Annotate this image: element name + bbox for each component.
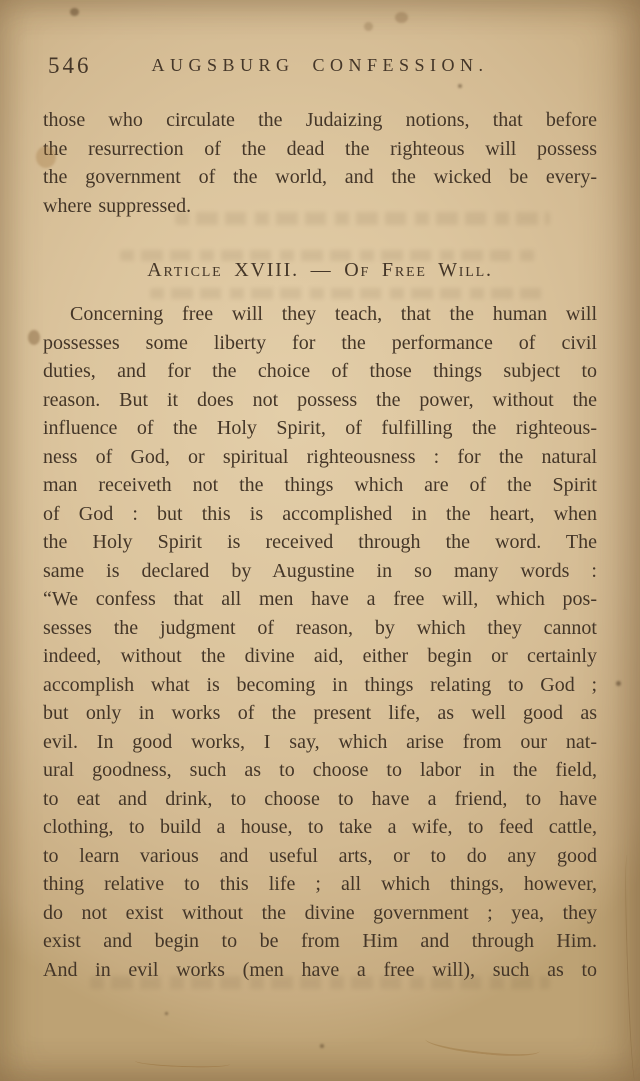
text-line: influence of the Holy Spirit, of fulfilling the righteous- (43, 417, 597, 439)
paper-scratch (623, 855, 639, 1081)
text-line: the resurrection of the dead the righteous will possess (43, 137, 597, 160)
text-line: to eat and drink, to choose to have a friend, to have (43, 787, 597, 810)
text-line: same is declared by Augustine in so many words : (43, 559, 597, 582)
opening-paragraph (43, 106, 597, 220)
text-line: duties, and for the choice of those things subject to (43, 360, 597, 382)
text-line: possesses some liberty for the performance of civil (43, 331, 597, 354)
paper-scratch (135, 1056, 230, 1068)
paper-stain (165, 1012, 168, 1015)
running-header (43, 52, 597, 82)
text-line: clothing, to build a house, to take a wife, to feed cattle, (43, 816, 597, 838)
ink-showthrough (150, 288, 550, 299)
text-line: of God : but this is accomplished in the heart, when (43, 502, 597, 525)
text-line: ural goodness, such as to choose to labor in the field, (43, 759, 597, 781)
article-heading: Article XVIII. — Of Free Will. (147, 259, 493, 281)
text-line: the government of the world, and the wicked be every- (43, 166, 597, 188)
text-line: reason. But it does not possess the power, without the (43, 388, 597, 411)
paper-stain (395, 12, 408, 23)
text-line: accomplish what is becoming in things relating to God ; (43, 673, 597, 696)
paper-stain (364, 22, 373, 31)
page-number: 546 (48, 53, 92, 78)
text-line: where suppressed. (43, 194, 192, 217)
text-line: exist and begin to be from Him and through Him. (43, 930, 597, 952)
ink-showthrough (175, 212, 550, 225)
ink-showthrough (90, 976, 550, 989)
ink-showthrough (120, 250, 540, 261)
text-line: those who circulate the Judaizing notions, that before (43, 109, 597, 131)
text-line: indeed, without the divine aid, either begin or certainly (43, 645, 597, 667)
text-line: evil. In good works, I say, which arise from our nat- (43, 730, 597, 753)
running-header-title: AUGSBURG CONFESSION. (151, 55, 489, 75)
text-line: but only in works of the present life, as well good as (43, 702, 597, 724)
paper-stain (616, 681, 621, 686)
paper-stain (70, 8, 79, 16)
text-line: ness of God, or spiritual righteousness : for the natural (43, 445, 597, 468)
text-line: thing relative to this life ; all which things, however, (43, 873, 597, 895)
paper-stain (28, 330, 40, 345)
paper-stain (36, 146, 56, 168)
text-line: man receiveth not the things which are of the Spirit (43, 474, 597, 496)
text-line: Concerning free will they teach, that the human will (70, 303, 597, 325)
text-line: to learn various and useful arts, or to do any good (43, 844, 597, 867)
text-line: do not exist without the divine government ; yea, they (43, 901, 597, 924)
paper-scratch (424, 1030, 540, 1060)
text-line: “We confess that all men have a free will, which pos- (43, 588, 597, 610)
paper-stain (320, 1044, 324, 1048)
article-paragraph (43, 300, 597, 984)
paper-stain (458, 84, 462, 88)
text-line: sesses the judgment of reason, by which they cannot (43, 616, 597, 639)
text-line: And in evil works (men have a free will), such as to (43, 958, 597, 981)
text-line: the Holy Spirit is received through the word. The (43, 531, 597, 553)
